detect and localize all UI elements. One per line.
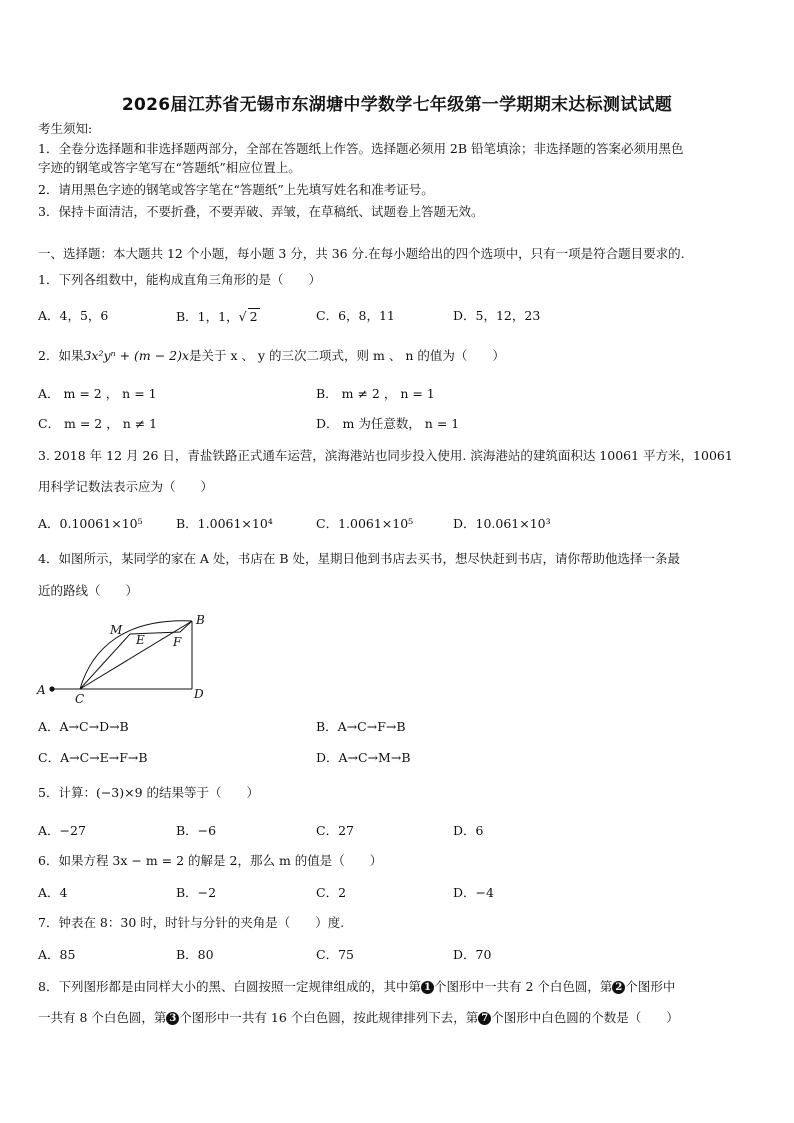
- notice-item-1-cont: 字迹的钢笔或答字笔写在“答题纸”相应位置上。: [38, 160, 301, 175]
- q6-stem: 6．如果方程 3x − m = 2 的解是 2，那么 m 的值是（ ）: [38, 853, 383, 868]
- q2-option-c: C． m = 2 ， n ≠ 1: [38, 416, 158, 431]
- q2-option-a: A． m = 2 ， n = 1: [38, 386, 157, 401]
- q3-stem-line1: 3. 2018 年 12 月 26 日，青盐铁路正式通车运营，滨海港站也同步投入使用. 滨海港站的建筑面积达 10061 平方米，10061: [38, 448, 733, 463]
- q5-option-b: B．−6: [176, 823, 217, 838]
- q6-option-b: B．−2: [176, 885, 217, 900]
- q2-stem: [38, 348, 505, 364]
- q8-text-3: 个图形中: [625, 979, 676, 994]
- q7-option-a: A．85: [38, 947, 76, 962]
- q2-stem-prefix: 2．如果: [38, 348, 84, 363]
- q1-option-d: D．5，12，23: [453, 308, 541, 323]
- q8-text-2: 个图形中一共有 2 个白色圆，第: [433, 979, 613, 994]
- q7-option-b: B．80: [176, 947, 214, 962]
- label-b: B: [196, 613, 205, 627]
- circled-number-3: 3: [166, 1012, 179, 1025]
- q8-text-4: 一共有 8 个白色圆，第: [38, 1010, 167, 1025]
- label-d: D: [194, 687, 204, 701]
- q4-option-a: A．A→C→D→B: [38, 719, 129, 734]
- notice-item-2: 2．请用黑色字迹的钢笔或答字笔在“答题纸”上先填写姓名和准考证号。: [38, 182, 434, 197]
- q5-option-c: C．27: [316, 823, 354, 838]
- q8-stem-line1: [38, 979, 675, 995]
- circled-number-1: 1: [421, 981, 434, 994]
- q4-option-d: D．A→C→M→B: [316, 750, 411, 765]
- section-heading: 一、选择题：本大题共 12 个小题，每小题 3 分，共 36 分.在每小题给出的四个选项中，只有一项是符合题目要求的.: [38, 246, 685, 261]
- q8-stem-line2: [38, 1010, 679, 1026]
- q3-stem-line2: 用科学记数法表示应为（ ）: [38, 479, 214, 494]
- q1-option-b-radicand: 2: [249, 309, 258, 324]
- q4-stem-line1: 4．如图所示，某同学的家在 A 处，书店在 B 处，星期日他到书店去买书，想尽快赶到书店，请你帮助他选择一条最: [38, 551, 681, 566]
- notice-item-1: 1．全卷分选择题和非选择题两部分，全部在答题纸上作答。选择题必须用 2B 铅笔填涂；非选择题的答案必须用黑色: [38, 141, 684, 156]
- q6-option-a: A．4: [38, 885, 68, 900]
- label-f: F: [173, 635, 182, 649]
- page-title: 2026届江苏省无锡市东湖塘中学数学七年级第一学期期末达标测试试题: [121, 95, 673, 115]
- q3-option-b: B．1.0061×10⁴: [176, 516, 273, 531]
- q5-option-d: D．6: [453, 823, 484, 838]
- q2-expression: 3x²yⁿ + (m − 2)x: [83, 348, 190, 363]
- circled-number-2: 2: [612, 981, 625, 994]
- q3-option-a: A．0.10061×10⁵: [38, 516, 143, 531]
- q7-option-d: D．70: [453, 947, 492, 962]
- q6-option-d: D．−4: [453, 885, 494, 900]
- q1-option-b-label: B．1，1，: [176, 309, 239, 324]
- q4-option-b: B．A→C→F→B: [316, 719, 406, 734]
- q2-stem-suffix: 是关于 x 、 y 的三次二项式，则 m 、 n 的值为（ ）: [189, 348, 505, 363]
- point-a-dot: [49, 686, 54, 691]
- q3-option-d: D．10.061×10³: [453, 516, 551, 531]
- q1-stem: 1．下列各组数中，能构成直角三角形的是（ ）: [38, 272, 321, 287]
- q5-stem: 5．计算：(−3)×9 的结果等于（ ）: [38, 785, 260, 800]
- label-c: C: [75, 692, 85, 706]
- label-e: E: [136, 633, 145, 647]
- q3-option-c: C．1.0061×10⁵: [316, 516, 414, 531]
- label-m: M: [110, 623, 123, 637]
- q8-text-5: 个图形中一共有 16 个白色圆，按此规律排列下去，第: [179, 1010, 479, 1025]
- q7-option-c: C．75: [316, 947, 354, 962]
- q2-option-d: D． m 为任意数， n = 1: [316, 416, 460, 431]
- q1-option-c: C．6，8，11: [316, 308, 395, 323]
- q8-text-6: 个图形中白色圆的个数是（ ）: [491, 1010, 679, 1025]
- q2-option-b: B． m ≠ 2 ， n = 1: [316, 386, 435, 401]
- notice-item-3: 3．保持卡面清洁，不要折叠，不要弄破、弄皱，在草稿纸、试题卷上答题无效。: [38, 204, 484, 219]
- q4-option-c: C．A→C→E→F→B: [38, 750, 148, 765]
- q5-option-a: A．−27: [38, 823, 86, 838]
- label-a: A: [37, 683, 46, 697]
- q1-option-a: A．4，5，6: [38, 308, 109, 323]
- notice-heading: 考生须知:: [38, 121, 93, 136]
- q8-text-1: 8．下列图形都是由同样大小的黑、白圆按照一定规律组成的，其中第: [38, 979, 421, 994]
- sqrt-icon: √: [238, 309, 247, 324]
- q6-option-c: C．2: [316, 885, 347, 900]
- circled-number-7: 7: [478, 1012, 491, 1025]
- q7-stem: 7．钟表在 8：30 时，时针与分针的夹角是（ ）度.: [38, 915, 345, 930]
- q4-route-diagram: [30, 608, 220, 708]
- q1-option-b: [176, 308, 260, 325]
- q4-stem-line2: 近的路线（ ）: [38, 583, 139, 598]
